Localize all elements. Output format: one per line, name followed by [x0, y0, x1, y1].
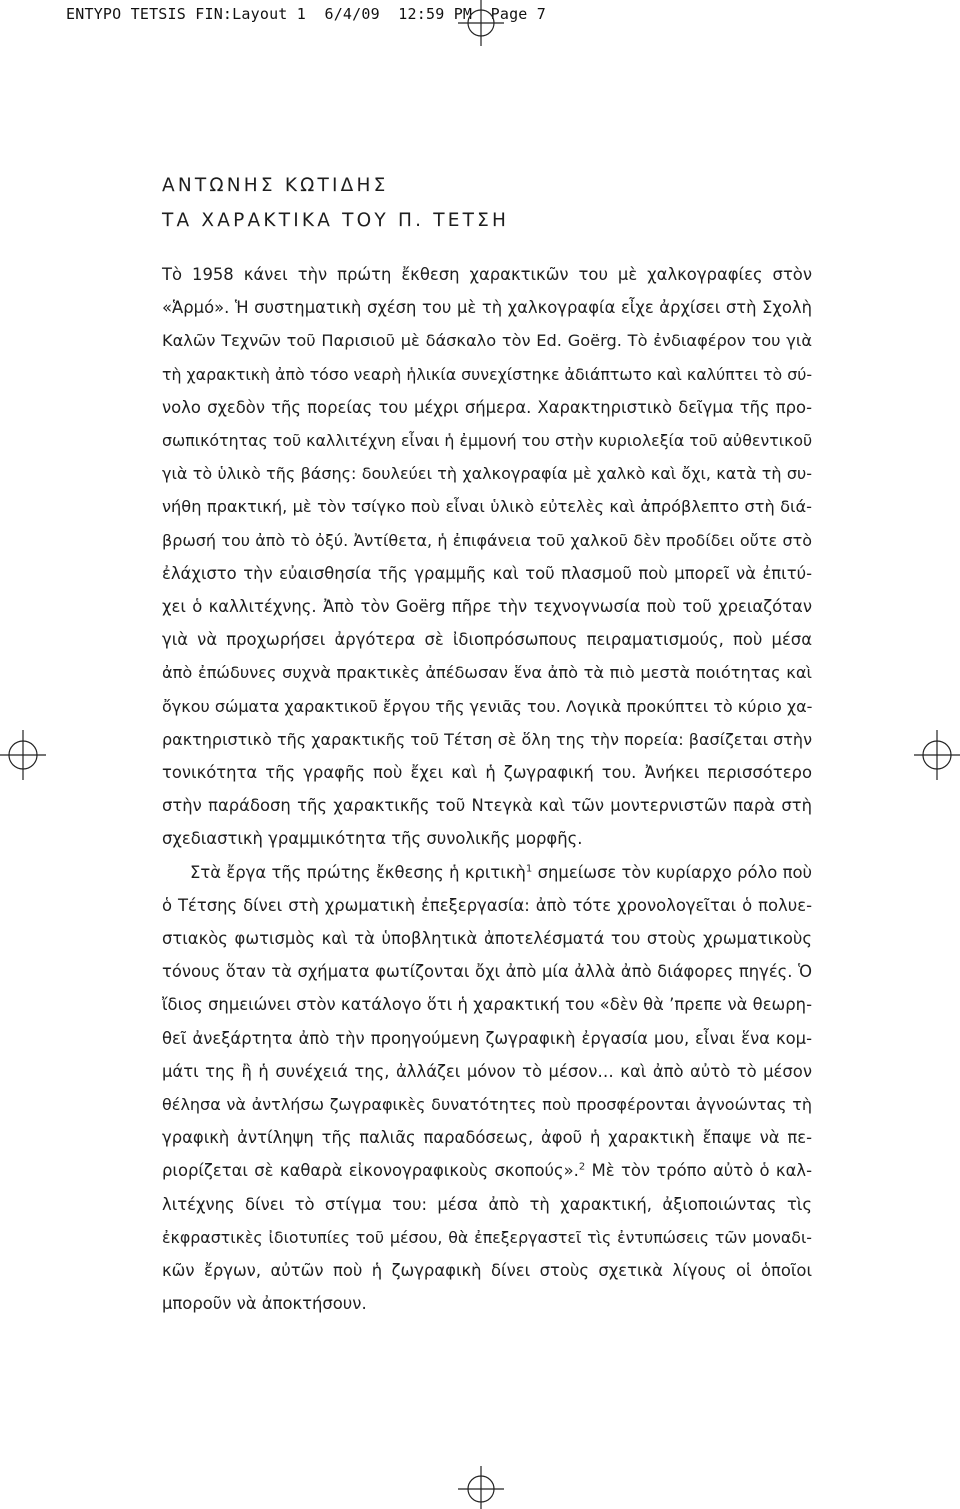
text-line: ὁ Τέτσης δίνει στὴ χρωματικὴ ἐπεξεργασία: ἀπὸ τότε χρονολογεῖται ὁ πολυε-	[162, 895, 812, 915]
text-line: τονικότητα τῆς γραφῆς ποὺ ἔχει καὶ ἡ ζωγραφική του. Ἀνήκει περισσότερο	[162, 763, 812, 783]
text-run: ριορίζεται σὲ καθαρὰ εἰκονογραφικοὺς σκοπούς».	[162, 1161, 579, 1181]
text-line: βρωσή του ἀπὸ τὸ ὀξύ. Ἀντίθετα, ἡ ἐπιφάνεια τοῦ χαλκοῦ δὲν προδίδει οὔτε στὸ	[162, 530, 812, 550]
text-line: γραφικὴ ἀντίληψη τῆς παλιᾶς παραδόσεως, ἀφοῦ ἡ χαρακτικὴ ἔπαψε νὰ πε-	[162, 1128, 812, 1148]
text-line: γιὰ τὸ ὑλικὸ τῆς βάσης: δουλεύει τὴ χαλκογραφία μὲ χαλκὸ καὶ ὄχι, κατὰ τὴ συ-	[162, 464, 812, 484]
text-line: ἴδιος σημειώνει στὸν κατάλογο ὅτι ἡ χαρακτική του «δὲν θὰ ’πρεπε νὰ θεωρη-	[162, 995, 812, 1015]
text-line: «Ἁρμό». Ἡ συστηματικὴ σχέση του μὲ τὴ χαλκογραφία εἶχε ἀρχίσει στὴ Σχολὴ	[162, 298, 812, 318]
text-line: τόνους ὅταν τὰ σχήματα φωτίζονται ὄχι ἀπὸ μία ἀλλὰ ἀπὸ διάφορες πηγές. Ὁ	[162, 962, 812, 982]
text-run: Μὲ τὸν τρόπο αὐτὸ ὁ καλ-	[585, 1161, 812, 1181]
text-line: θέλησα νὰ ἀντλήσω ζωγραφικὲς δυνατότητες ποὺ προσφέρονται ἀγνοώντας τὴ	[162, 1095, 812, 1115]
text-line: τὴ χαρακτικὴ ἀπὸ τόσο νεαρὴ ἡλικία συνεχίστηκε ἀδιάπτωτο καὶ καλύπτει τὸ σύ-	[162, 364, 813, 384]
text-line: κῶν ἔργων, αὐτῶν ποὺ ἡ ζωγραφικὴ δίνει στοὺς σχετικὰ λίγους οἱ ὁποῖοι	[162, 1261, 812, 1281]
text-line: θεῖ ἀνεξάρτητα ἀπὸ τὴν προηγούμενη ζωγραφικὴ ἐργασία μου, εἶναι ἕνα κομ-	[162, 1028, 812, 1048]
text-line: στὴν παράδοση τῆς χαρακτικῆς τοῦ Ντεγκὰ καὶ τῶν μοντερνιστῶν παρὰ στὴ	[162, 796, 812, 816]
paragraph-2	[162, 856, 812, 1321]
text-line	[162, 856, 812, 889]
text-line: σχεδιαστικὴ γραμμικότητα τῆς συνολικῆς μορφῆς.	[162, 829, 583, 849]
text-line: σωπικότητας τοῦ καλλιτέχνη εἶναι ἡ ἐμμονή του στὴν κυριολεξία τοῦ αὐθεντικοῦ	[162, 431, 813, 451]
text-run: Στὰ ἔργα τῆς πρώτης ἔκθεσης ἡ κριτικὴ	[190, 862, 526, 882]
text-line	[162, 1154, 812, 1187]
text-line: ρακτηριστικὸ τῆς χαρακτικῆς τοῦ Τέτση σὲ ὅλη της τὴν πορεία: βασίζεται στὴν	[162, 729, 812, 749]
text-line: Τὸ 1958 κάνει τὴν πρώτη ἔκθεση χαρακτικῶν του μὲ χαλκογραφίες στὸν	[162, 265, 812, 284]
article-body	[162, 258, 812, 1321]
article-title: ΤΑ ΧΑΡΑΚΤΙΚΑ ΤΟΥ Π. ΤΕΤΣΗ	[162, 210, 510, 231]
text-line: χει ὁ καλλιτέχνης. Ἀπὸ τὸν Goërg πῆρε τὴν τεχνογνωσία ποὺ τοῦ χρειαζόταν	[162, 597, 812, 617]
text-line: μάτι της ἢ ἡ συνέχειά της, ἀλλάζει μόνον τὸ μέσον… καὶ ἀπὸ αὐτὸ τὸ μέσον	[162, 1061, 812, 1081]
text-line: νήθη πρακτική, μὲ τὸν τσίγκο ποὺ εἶναι ὑλικὸ εὐτελὲς καὶ ἀπρόβλεπτο στὴ διά-	[162, 497, 812, 517]
text-line: ἐκφραστικὲς ἰδιοτυπίες τοῦ μέσου, θὰ ἐπεξεργαστεῖ τὶς ἐντυπώσεις τῶν μοναδι-	[162, 1227, 812, 1247]
footnote-ref-2[interactable]: 2	[578, 1162, 586, 1174]
registration-mark-bottom-icon	[458, 1466, 504, 1509]
registration-mark-right-icon	[914, 730, 960, 780]
text-line: Καλῶν Τεχνῶν τοῦ Παρισιοῦ μὲ δάσκαλο τὸν Ed. Goërg. Τὸ ἐνδιαφέρον του γιὰ	[162, 331, 812, 351]
print-slug: ENTYPO TETSIS FIN:Layout 1 6/4/09 12:59 PM Page 7	[66, 5, 546, 23]
author-name: ΑΝΤΩΝΗΣ ΚΩΤΙΔΗΣ	[162, 175, 389, 196]
text-line: γιὰ νὰ προχωρήσει ἀργότερα σὲ ἰδιοπρόσωπους πειραματισμούς, ποὺ μέσα	[162, 630, 812, 650]
text-line: νολο σχεδὸν τῆς πορείας του μέχρι σήμερα. Χαρακτηριστικὸ δεῖγμα τῆς προ-	[162, 397, 812, 417]
text-line: στιακὸς φωτισμὸς καὶ τὰ ὑποβλητικὰ ἀποτελέσματά του στοὺς χρωματικοὺς	[162, 929, 812, 949]
text-line: ἐλάχιστο τὴν εὐαισθησία τῆς γραμμῆς καὶ τοῦ πλασμοῦ ποὺ μπορεῖ νὰ ἐπιτύ-	[162, 563, 812, 583]
registration-mark-top-icon	[458, 0, 504, 46]
text-run: σημείωσε τὸν κυρίαρχο ρόλο ποὺ	[532, 862, 812, 882]
text-line: ὄγκου σώματα χαρακτικοῦ ἔργου τῆς γενιᾶς του. Λογικὰ προκύπτει τὸ κύριο χα-	[162, 696, 813, 716]
paragraph-1	[162, 258, 812, 856]
text-line: λιτέχνης δίνει τὸ στίγμα του: μέσα ἀπὸ τὴ χαρακτική, ἀξιοποιώντας τὶς	[162, 1194, 812, 1214]
footnote-ref-1[interactable]: 1	[525, 863, 533, 875]
text-line: μποροῦν νὰ ἀποκτήσουν.	[162, 1294, 367, 1314]
text-line: ἀπὸ ἐπώδυνες συχνὰ πρακτικὲς ἀπέδωσαν ἕνα ἀπὸ τὰ πιὸ μεστὰ ποιότητας καὶ	[162, 663, 812, 683]
registration-mark-left-icon	[0, 730, 46, 780]
